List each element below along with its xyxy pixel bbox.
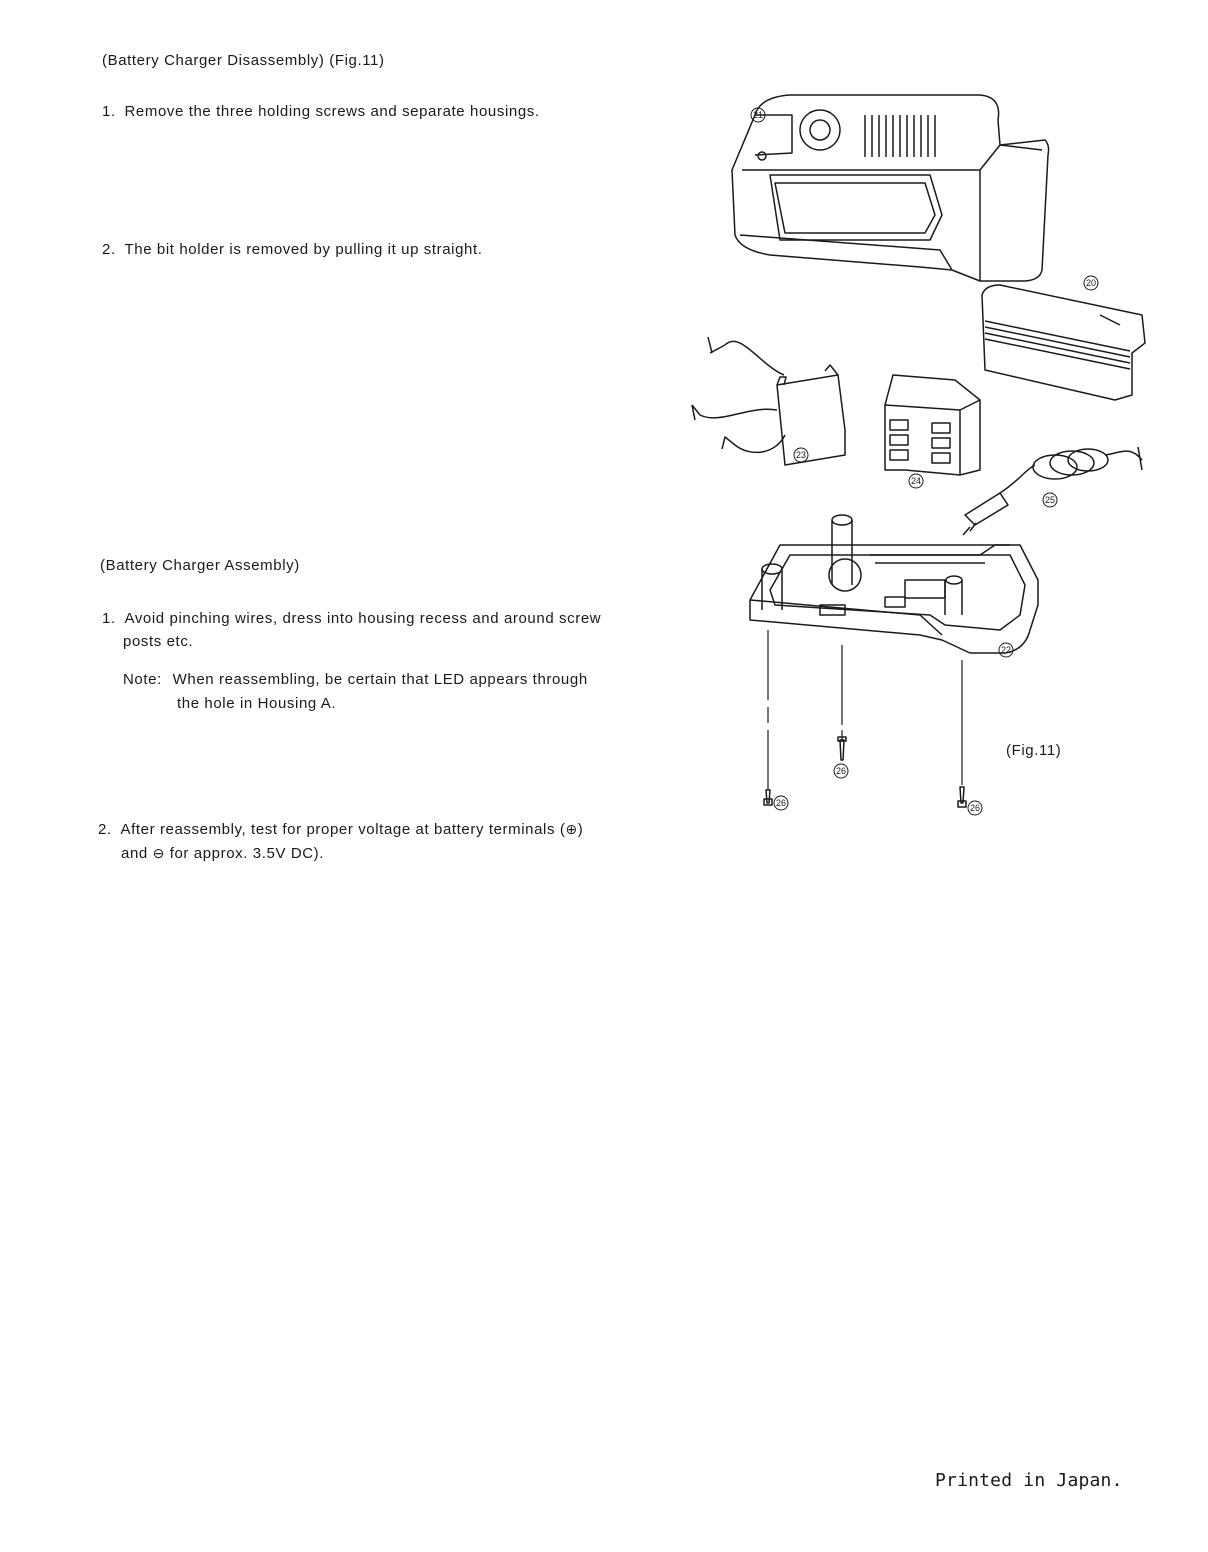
- housing-a-drawing: [732, 95, 1049, 281]
- disassembly-heading: (Battery Charger Disassembly) (Fig.11): [102, 52, 385, 69]
- and-text: and: [121, 845, 153, 862]
- callout-26-right: [968, 801, 982, 815]
- step-text: Remove the three holding screws and separate housings.: [124, 103, 540, 120]
- step-text: Avoid pinching wires, dress into housing recess and around screw: [124, 610, 602, 627]
- disassembly-step-2: [102, 241, 483, 258]
- assembly-step-2: [98, 821, 583, 838]
- step-number: 2.: [102, 241, 116, 258]
- callout-22: [999, 643, 1013, 657]
- bit-holder-drawing: [982, 285, 1145, 400]
- step-text-end: for approx. 3.5V DC).: [164, 845, 325, 862]
- assembly-step-1: [102, 610, 601, 627]
- printed-in-japan: Printed in Japan.: [935, 1470, 1123, 1491]
- assembly-note: [123, 671, 588, 688]
- svg-text:26: 26: [835, 766, 847, 776]
- callout-24: [909, 474, 923, 488]
- plus-terminal-symbol: ⊕: [565, 821, 578, 837]
- svg-text:25: 25: [1044, 495, 1056, 505]
- svg-text:20: 20: [1085, 278, 1097, 288]
- housing-b-drawing: [750, 515, 1038, 653]
- screw-guide-lines: [768, 630, 962, 790]
- screws-drawing: [764, 737, 966, 807]
- callout-26-left: [774, 796, 788, 810]
- svg-text:23: 23: [795, 450, 807, 460]
- part-callouts: [751, 108, 1098, 815]
- note-text: When reassembling, be certain that LED appears through: [172, 671, 588, 688]
- svg-text:24: 24: [910, 476, 922, 486]
- pc-board-drawing: [692, 337, 845, 465]
- svg-text:21: 21: [752, 110, 764, 120]
- callout-20: [1084, 276, 1098, 290]
- step-text: The bit holder is removed by pulling it up straight.: [124, 241, 483, 258]
- assembly-note-cont: the hole in Housing A.: [177, 695, 337, 712]
- disassembly-step-1: [102, 103, 540, 120]
- step-text: After reassembly, test for proper voltage at battery terminals (: [120, 821, 566, 838]
- note-label: Note:: [123, 671, 162, 688]
- assembly-step-2-cont: [121, 845, 324, 862]
- step-number: 1.: [102, 610, 116, 627]
- callout-21: [751, 108, 765, 122]
- paren-close: ): [577, 821, 584, 838]
- figure-label: (Fig.11): [1006, 742, 1062, 759]
- callout-25: [1043, 493, 1057, 507]
- assembly-heading: (Battery Charger Assembly): [100, 557, 300, 574]
- exploded-view-figure: [680, 75, 1160, 835]
- svg-text:26: 26: [969, 803, 981, 813]
- callout-26-center: [834, 764, 848, 778]
- assembly-step-1-cont: posts etc.: [123, 633, 194, 650]
- power-cord-drawing: [963, 447, 1142, 535]
- svg-text:22: 22: [1000, 645, 1012, 655]
- minus-terminal-symbol: ⊖: [152, 845, 165, 861]
- step-number: 2.: [98, 821, 112, 838]
- step-number: 1.: [102, 103, 116, 120]
- svg-text:26: 26: [775, 798, 787, 808]
- transformer-drawing: [885, 375, 980, 475]
- callout-23: [794, 448, 808, 462]
